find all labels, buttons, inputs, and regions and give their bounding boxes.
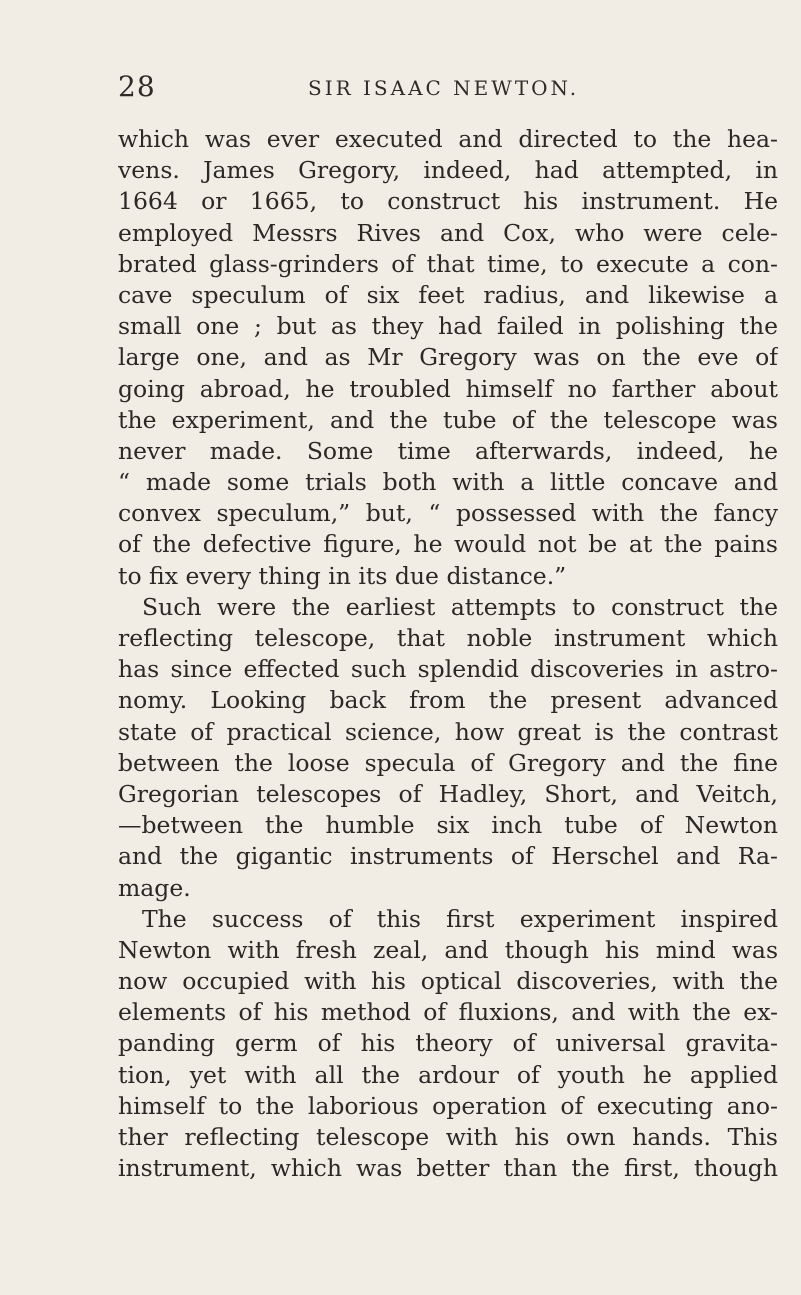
text-line: to fix every thing in its due distance.”	[118, 561, 567, 590]
text-line: nomy. Looking back from the present advanced	[118, 686, 778, 715]
text-line: tion, yet with all the ardour of youth he applied	[118, 1060, 778, 1089]
text-line: which was ever executed and directed to the hea-	[118, 125, 778, 153]
text-line: mage.	[118, 873, 191, 902]
text-line: state of practical science, how great is the contrast	[118, 717, 778, 746]
text-line: small one ; but as they had failed in polishing the	[118, 312, 778, 341]
text-line: himself to the laborious operation of executing ano-	[118, 1091, 778, 1120]
page-header	[118, 70, 778, 110]
text-line: reflecting telescope, that noble instrument which	[118, 624, 778, 652]
text-line: employed Messrs Rives and Cox, who were cele-	[118, 218, 778, 247]
text-line: “ made some trials both with a little concave and	[118, 468, 778, 497]
text-line: of the defective figure, he would not be at the pains	[118, 530, 778, 559]
text-line: has since effected such splendid discoveries in astro-	[118, 655, 778, 684]
text-line: —between the humble six inch tube of Newton	[118, 811, 778, 840]
paragraph	[118, 592, 778, 904]
text-line: panding germ of his theory of universal gravita-	[118, 1029, 778, 1058]
running-head: SIR ISAAC NEWTON.	[308, 76, 580, 100]
text-line: and the gigantic instruments of Herschel and Ra-	[118, 842, 778, 871]
text-line: the experiment, and the tube of the telescope was	[118, 405, 778, 434]
text-line: convex speculum,” but, “ possessed with the fancy	[118, 499, 778, 528]
page-number: 28	[118, 70, 156, 103]
paragraph	[118, 904, 778, 1185]
text-line: 1664 or 1665, to construct his instrument. He	[118, 187, 778, 216]
text-line: instrument, which was better than the first, though	[118, 1154, 778, 1183]
body-text	[118, 124, 778, 1184]
text-line: now occupied with his optical discoveries, with the	[118, 967, 778, 996]
text-line: going abroad, he troubled himself no farther about	[118, 374, 778, 403]
text-line: vens. James Gregory, indeed, had attempted, in	[118, 156, 778, 185]
text-line: Gregorian telescopes of Hadley, Short, and Veitch,	[118, 779, 778, 808]
text-line: elements of his method of fluxions, and with the ex-	[118, 998, 778, 1027]
paragraph	[118, 124, 778, 592]
text-line: ther reflecting telescope with his own hands. This	[118, 1123, 778, 1151]
text-line: Such were the earliest attempts to construct the	[142, 592, 778, 621]
text-line: cave speculum of six feet radius, and likewise a	[118, 280, 778, 309]
text-line: between the loose specula of Gregory and the fine	[118, 748, 778, 777]
text-line: Newton with fresh zeal, and though his mind was	[118, 935, 778, 964]
text-line: brated glass-grinders of that time, to execute a con-	[118, 249, 778, 278]
text-line: The success of this first experiment inspired	[142, 904, 778, 933]
text-line: large one, and as Mr Gregory was on the eve of	[118, 343, 778, 372]
text-line: never made. Some time afterwards, indeed, he	[118, 436, 778, 465]
